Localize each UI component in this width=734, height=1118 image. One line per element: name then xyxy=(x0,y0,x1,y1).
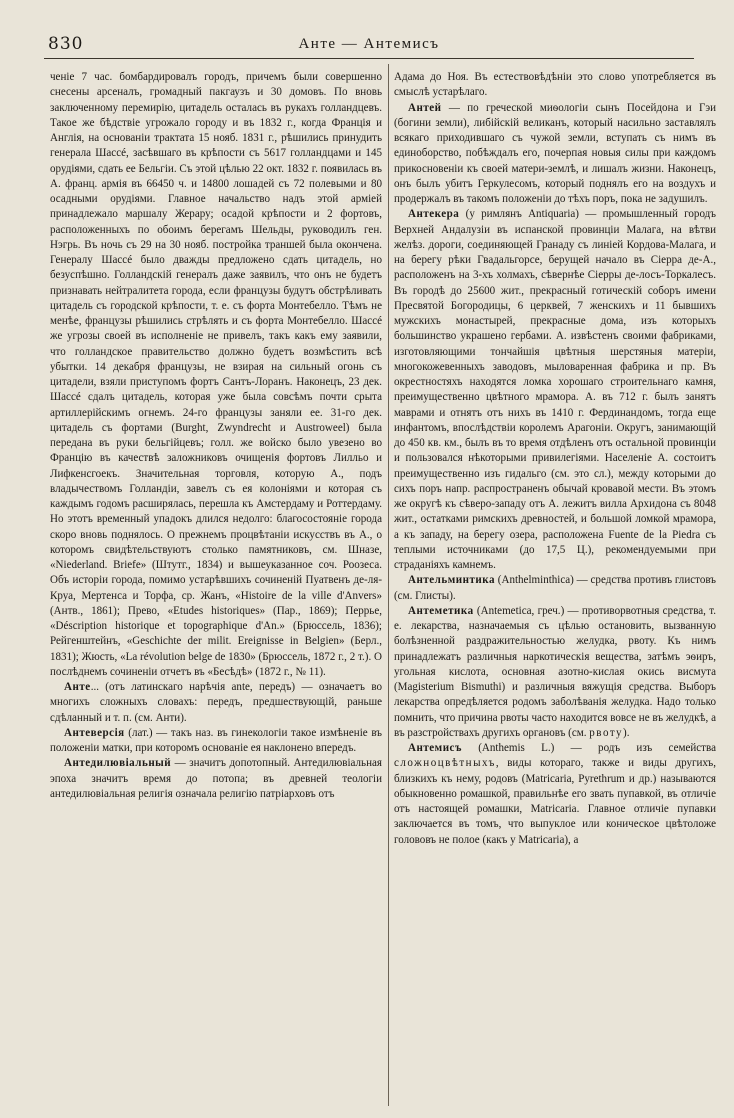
entry-anthelminthica xyxy=(394,573,716,604)
entry-anthemis-text-2: , виды котораго, также и виды другихъ, близкихъ къ нему, родовъ (Matricaria, Pyrethrum и др.) называются обыкновенно ромашкой, правильнѣе его звать пупавкой, въ отличіе отъ настоящей ромашки, Matricaria. Главное отличіе пупавки заключается въ томъ, что выпуклое или коническое цвѣтоложе голововъ не полое (какъ у Matricaria), а xyxy=(394,757,716,846)
headword-antequera: Антекера xyxy=(408,208,460,221)
running-title: Анте — Антемисъ xyxy=(298,36,440,52)
entry-anteversio-text: (лат.) — такъ наз. въ гинекологіи такое измѣненіе въ положеніи матки, при которомъ основаніе ея наклонено впередъ. xyxy=(50,726,382,754)
continued-text: Адама до Ноя. Въ естествовѣдѣніи это слово употребляется въ смыслѣ устарѣлаго. xyxy=(394,71,716,99)
headword-antei: Антей xyxy=(408,101,442,114)
entry-antediluvial-continued xyxy=(394,70,716,101)
entry-antei-text: — по греческой миѳологіи сынъ Посейдона и Гэи (богини земли), либійскій великанъ, который насильно заставлялъ всякаго приходившаго съ чужой земли, вступать съ нимъ въ единоборство, побѣждалъ его, почерпая новыя силы при каждомъ прикосновеніи къ своей матери-землѣ, и лишалъ жизни. Наконецъ, онъ былъ убитъ Геркулесомъ, который поднялъ его на воздухъ и продержалъ въ такомъ положеніи до тѣхъ поръ, пока не задушилъ. xyxy=(394,101,716,205)
page-number: 830 xyxy=(48,34,84,54)
headword-anteversio: Антеверсія xyxy=(64,726,125,739)
entry-anteversio xyxy=(50,726,382,757)
page-header xyxy=(44,30,694,59)
antwerp-history-text: ченіе 7 час. бомбардировалъ городъ, причемъ были совершенно снесены арсеналъ, громадный пакгаузъ и 30 домовъ. По вновь заключенному перемирію, цитадель осталась въ рукахъ голландцевъ. Такое же бѣдствіе угрожало городу и въ 1832 г., когда Франція и Англія, на основаніи трактата 15 нояб. 1831 г., рѣшились принудить генерала Шассé, засѣвшаго въ крѣпости съ 5617 голландцами и 145 орудіями, сдать ее Бельгіи. Съ этой цѣлью 22 окт. 1832 г. появилась въ А. франц. армія въ 66450 ч. и 14800 лошадей съ 72 полевыми и 80 осадными орудіями. Главное начальство надъ этой арміей принадлежало маршалу Жерару; осадой крѣпости и 2 фортовъ, расположенныхъ по обоимъ берегамъ Шельды, руководилъ ген. Нэгрь. Въ ночь съ 29 на 30 нояб. постройка траншей была окончена. Генералу Шассé было дважды предложено сдать цитадель, но безуспѣшно. Голландскій генералъ даже заявилъ, что онъ не будетъ признавать нейтралитета города, если французы будутъ обстрѣливать цитадель съ городской крѣпости, т. е. съ форта Монтебелло. Тѣмъ не менѣе, французы рѣшились стрѣлять и съ форта Монтебелло. Шассé же угрозы своей въ исполненіе не привелъ, такъ какъ ему заявили, что голландское правительство должно будетъ возмѣстить всѣ убытки. 14 декабря французы, не взирая на сильный огонь съ цитадели, взяли приступомъ фортъ Сантъ-Лоранъ. Наконецъ, 23 дек. Шассé сдалъ цитадель, которая уже была совсѣмъ почти срыта артиллерійскимъ огнемъ. 24-го французы заняли ее. 31-го дек. цитадель съ фортами (Burght, Zwyndrecht и Austroweel) была передана въ руки бельгійцевъ; голл. же войско было увезено во Францію въ качествѣ заложниковъ очищенія фортовъ Лилльо и Лифкенсгоекъ. Значительная торговля, которую А., подъ владычествомъ Голландіи, завелъ съ ея колоніями и которая съ каждымъ годомъ расширялась, перешла къ Амстердаму и Роттердаму. Но этотъ временный упадокъ длился недолго: благосостояніе города скоро вновь поднялось. О прежнемъ процвѣтаніи искусствъ въ А., о которомъ свидѣтельствуютъ столько памятниковъ, см. Шназе, «Niederland. Briefe» (Штутг., 1834) и вышеуказанное соч. Роозеса. Объ исторіи города, помимо устарѣвшихъ сочиненій Пуатвенъ де-ля-Круа, Мертенса и Торфа, ср. Жанъ, «Histoire de la ville d'Anvers» (Антв., 1861); Прево, «Etudes historiques» (Пар., 1869); Перрье, «Déscription historique et topographique d'An.» (Брюссель, 1836); Рейгенштейнъ, «Geschichte der milit. Ereignisse in Belgien» (Берл., 1831); Жюсть, «La révolution belge de 1830» (Брюссель, 1872 г., 2 т.). О послѣднемъ сочиненіи отчетъ въ «Бесѣдѣ» (1872 г., № 11). xyxy=(50,71,382,678)
column-divider xyxy=(388,64,389,1106)
headword-antemetica: Антеметика xyxy=(408,604,474,617)
right-column xyxy=(394,70,716,1108)
entry-antemetica xyxy=(394,604,716,741)
entry-antemetica-text: (Antemetica, греч.) — противорвотныя средства, т. е. лекарства, назначаемыя съ цѣлью остановить, вызванную болѣзненной раздражительностью желудка, рвоту. Къ нимъ принадлежатъ различныя наркотическія вещества, затѣмъ эѳиръ, угольная кислота, основная азотно-кислая окись висмута (Magisterium Bismuthi) и различныя вяжущія средства. Выборъ лекарства опредѣляется родомъ заболѣванія желудка. Надо только помнить, что причина рвоты часто находится вовсе не въ желудкѣ, а въ разстройствахъ другихъ органовъ (см. xyxy=(394,604,716,739)
entry-antequera-text: (у римлянъ Antiquaria) — промышленный городъ Верхней Андалузіи въ испанской провинціи Малага, на вѣтви желѣз. дороги, соединяющей Гранаду съ линіей Кордова-Малага, и на берегу рѣки Гвадальгорсе, берущей начало въ Сіерра де-А., расположенъ на 3-хъ холмахъ, сѣвернѣе Сіерры де-лосъ-Торкалесъ. Въ городѣ до 25600 жит., прекрасный готическій соборъ имени Пресвятой Богородицы, 6 церквей, 7 женскихъ и 11 бывшихъ мужскихъ монастырей, прекрасные дома, изъ которыхъ большинство украшено гербами. А. извѣстенъ своими фабриками, изготовляющими тончайшія цвѣтныя шерстяныя матеріи, многокожевенныхъ заводовъ, мыловаренная фабрика и пр. Въ окрестностяхъ находятся ломка хорошаго строительнаго камня, преимущественно цвѣтного мрамора. А. въ 712 г. былъ занятъ маврами и отнятъ отъ нихъ въ 1410 г. Фердинандомъ, тогда еще инфантомъ, впослѣдствіи королемъ Арагоніи. Округъ, занимающій до 450 кв. км., былъ въ то время отдѣленъ отъ остальной провинціи и пользовался нѣкоторыми привилегіями. Населеніе А. состоитъ преимущественно изъ гидальго (см. это сл.), между которыми до сихъ поръ напр. распространенъ обычай кровавой мести. Въ этомъ же округѣ къ сѣверо-западу отъ А. лежитъ вилла Архидона съ 8048 жит., остатками римскихъ древностей, и большой ломкой мрамора, а къ западу, на берегу озера, расположена Fuente de la Piedra съ теплыми источниками (до 17,5 Ц.), рекомендуемыми при страданіяхъ камнемъ. xyxy=(394,208,716,571)
cross-reference-rvota: рвоту xyxy=(589,726,624,739)
antwerp-history-paragraph xyxy=(50,70,382,680)
entry-antediluvial-text: — значитъ допотопный. Антедилювіальная эпоха значитъ время до потопа; въ древней теологіи антедилювіальная религія означала религію патріарховъ отъ xyxy=(50,757,382,800)
entry-antemetica-end: ). xyxy=(623,726,630,739)
entry-anthemis xyxy=(394,741,716,848)
entry-antei xyxy=(394,101,716,208)
entry-antediluvial xyxy=(50,756,382,802)
entry-ante-text: ... (отъ латинскаго нарѣчія ante, передъ) — означаетъ во многихъ сложныхъ словахъ: передъ, предшествующій, раньше сдѣланный и т. п. (см. Анти). xyxy=(50,681,382,724)
entry-anthemis-text-1: (Anthemis L.) — родъ изъ семейства xyxy=(461,742,716,754)
entry-anthelminthica-text: (Anthelminthica) — средства противъ глистовъ (см. Глисты). xyxy=(394,574,716,602)
left-column xyxy=(50,70,382,1108)
entry-antequera xyxy=(394,207,716,573)
family-name-spaced: сложноцвѣтныхъ xyxy=(394,757,496,770)
headword-antediluvial: Антедилювіальный xyxy=(64,757,172,770)
headword-ante: Анте xyxy=(64,681,91,693)
headword-anthemis: Антемисъ xyxy=(408,742,462,754)
entry-ante xyxy=(50,680,382,726)
headword-anthelminthica: Антельминтика xyxy=(408,574,495,587)
